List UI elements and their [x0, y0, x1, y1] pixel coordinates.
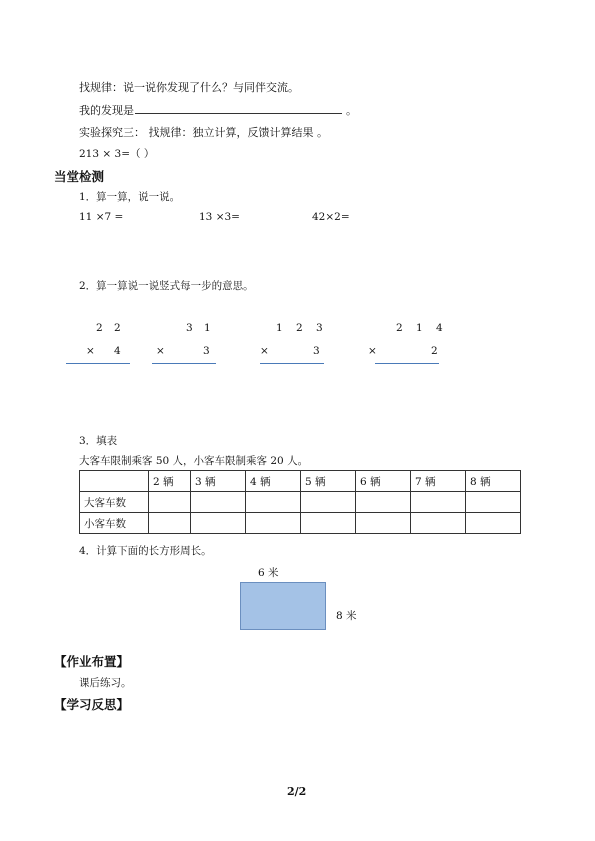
vm3-answer-line[interactable] [260, 363, 324, 364]
rect-width-label: 6 米 [258, 567, 279, 579]
page-number: 2/2 [287, 785, 307, 798]
q1-item-1: 11 ×7 = [79, 211, 124, 223]
table-cell[interactable] [301, 513, 356, 534]
table-header-row [80, 471, 521, 492]
vm1-answer-line[interactable] [66, 363, 130, 364]
row-label-big-bus: 大客车数 [80, 492, 149, 513]
experiment-three: 实验探究三： 找规律：独立计算，反馈计算结果 。 [79, 126, 328, 139]
table-cell[interactable] [411, 513, 466, 534]
table-cell[interactable] [466, 513, 521, 534]
table-cell[interactable] [246, 492, 301, 513]
vm2-top: 3 1 [186, 322, 215, 334]
table-cell[interactable] [301, 492, 356, 513]
table-header-cell [80, 471, 149, 492]
table-cell[interactable] [246, 513, 301, 534]
table-cell[interactable] [191, 492, 246, 513]
table-cell[interactable] [149, 513, 191, 534]
q4-title: 4．计算下面的长方形周长。 [79, 545, 212, 557]
rectangle-shape [240, 582, 326, 630]
discovery-end-mark: 。 [346, 104, 357, 117]
vm2-answer-line[interactable] [152, 363, 216, 364]
vm2-bottom: 3 [203, 345, 210, 357]
table-header-cell: 4 辆 [246, 471, 301, 492]
table-header-cell: 7 辆 [411, 471, 466, 492]
section-heading-check: 当堂检测 [54, 169, 105, 184]
vm4-answer-line[interactable] [375, 363, 439, 364]
instruction-find-pattern: 找规律：说一说你发现了什么？与同伴交流。 [79, 81, 299, 94]
section-heading-reflection: 【学习反思】 [54, 697, 130, 712]
vm4-top: 2 1 4 [396, 322, 448, 334]
table-header-cell: 6 辆 [356, 471, 411, 492]
table-cell[interactable] [356, 492, 411, 513]
table-header-cell: 2 辆 [149, 471, 191, 492]
rect-height-label: 8 米 [336, 610, 357, 622]
q3-title: 3．填表 [79, 435, 118, 447]
row-label-small-bus: 小客车数 [80, 513, 149, 534]
discovery-label: 我的发现是 [79, 104, 134, 117]
vm2-op: × [156, 345, 165, 357]
q1-item-3: 42×2= [312, 211, 350, 223]
table-cell[interactable] [466, 492, 521, 513]
table-header-cell: 8 辆 [466, 471, 521, 492]
table-header-cell: 3 辆 [191, 471, 246, 492]
q1-title: 1．算一算，说一说。 [79, 191, 181, 203]
vm4-op: × [368, 345, 377, 357]
table-cell[interactable] [149, 492, 191, 513]
vm3-top: 1 2 3 [276, 322, 328, 334]
vm3-bottom: 3 [313, 345, 320, 357]
fill-table [79, 470, 521, 534]
calc-213x3: 213 × 3=（ ） [79, 148, 155, 160]
table-header-cell: 5 辆 [301, 471, 356, 492]
vm1-op: × [86, 345, 95, 357]
discovery-blank[interactable] [135, 113, 342, 114]
q2-title: 2．算一算说一说竖式每一步的意思。 [79, 280, 254, 292]
vm1-top: 2 2 [96, 322, 125, 334]
table-cell[interactable] [411, 492, 466, 513]
q1-item-2: 13 ×3= [199, 211, 240, 223]
vm3-op: × [260, 345, 269, 357]
table-row [80, 492, 521, 513]
table-cell[interactable] [191, 513, 246, 534]
vm4-bottom: 2 [431, 345, 438, 357]
table-cell[interactable] [356, 513, 411, 534]
table-row [80, 513, 521, 534]
section-heading-homework: 【作业布置】 [54, 654, 130, 669]
vm1-bottom: 4 [114, 345, 121, 357]
homework-text: 课后练习。 [79, 677, 132, 689]
q3-description: 大客车限制乘客 50 人，小客车限制乘客 20 人。 [79, 455, 309, 467]
